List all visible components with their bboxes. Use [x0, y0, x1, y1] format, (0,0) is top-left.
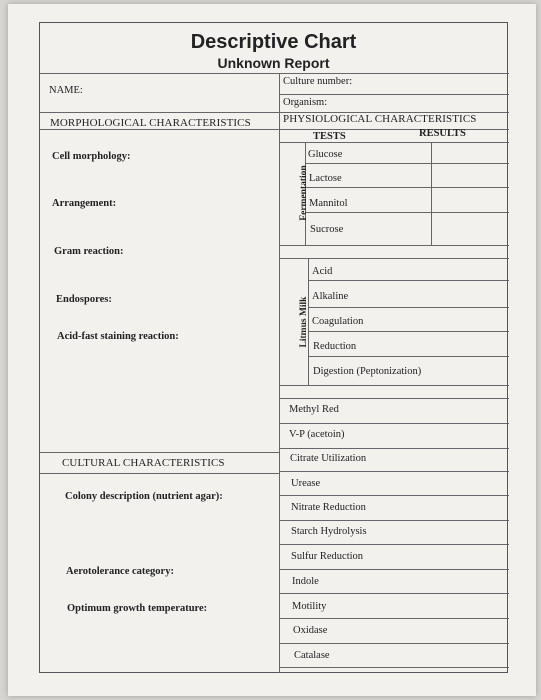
cultural-bottom-line — [40, 473, 279, 474]
aerotolerance-label: Aerotolerance category: — [66, 566, 174, 577]
colony-description-label: Colony description (nutrient agar): — [65, 491, 223, 502]
cultural-heading: CULTURAL CHARACTERISTICS — [62, 457, 225, 469]
test-glucose: Glucose — [308, 149, 343, 160]
test-digestion: Digestion (Peptonization) — [313, 366, 422, 377]
test-coagulation: Coagulation — [312, 316, 364, 327]
page-title: Descriptive Chart — [190, 31, 357, 53]
group-divider — [279, 398, 509, 399]
test-citrate: Citrate Utilization — [290, 453, 367, 464]
group-divider — [279, 385, 509, 386]
cultural-top-line — [40, 452, 279, 453]
test-reduction: Reduction — [313, 341, 357, 352]
test-acid: Acid — [312, 266, 333, 277]
row-divider — [308, 280, 509, 281]
test-urease: Urease — [291, 478, 321, 489]
row-divider — [279, 471, 509, 472]
test-starch: Starch Hydrolysis — [291, 526, 367, 537]
cell-morphology-label: Cell morphology: — [52, 151, 131, 162]
row-divider — [279, 667, 509, 668]
tests-header-divider — [279, 142, 509, 143]
test-sulfur: Sulfur Reduction — [291, 551, 364, 562]
endospores-label: Endospores: — [56, 294, 112, 305]
row-divider — [279, 448, 509, 449]
tests-header: TESTS — [313, 131, 346, 142]
row-divider — [308, 331, 509, 332]
name-label: NAME: — [49, 85, 83, 96]
acid-fast-label: Acid-fast staining reaction: — [57, 331, 179, 342]
culture-divider — [279, 94, 509, 95]
test-indole: Indole — [292, 576, 319, 587]
test-methyl-red: Methyl Red — [289, 404, 339, 415]
row-divider — [305, 212, 509, 213]
test-lactose: Lactose — [309, 173, 342, 184]
row-divider — [308, 356, 509, 357]
morphological-heading: MORPHOLOGICAL CHARACTERISTICS — [50, 117, 251, 129]
row-divider — [279, 569, 509, 570]
test-nitrate: Nitrate Reduction — [291, 502, 366, 513]
row-divider — [279, 423, 509, 424]
row-divider — [279, 618, 509, 619]
row-divider — [279, 520, 509, 521]
test-alkaline: Alkaline — [312, 291, 349, 302]
arrangement-label: Arrangement: — [52, 198, 117, 209]
optimum-temperature-label: Optimum growth temperature: — [67, 603, 208, 614]
descriptive-chart-form — [39, 22, 508, 673]
test-mannitol: Mannitol — [309, 198, 348, 209]
row-divider — [279, 495, 509, 496]
row-divider — [305, 187, 509, 188]
organism-label: Organism: — [283, 97, 328, 108]
center-divider — [279, 73, 280, 673]
gram-reaction-label: Gram reaction: — [54, 246, 124, 257]
page-subtitle: Unknown Report — [217, 55, 330, 71]
row-divider — [279, 643, 509, 644]
row-divider — [279, 593, 509, 594]
row-divider — [308, 307, 509, 308]
fermentation-side-label: Fermentation — [299, 165, 309, 221]
test-motility: Motility — [292, 601, 327, 612]
test-catalase: Catalase — [294, 650, 330, 661]
paper-sheet — [8, 4, 536, 696]
row-divider — [279, 544, 509, 545]
row-divider — [305, 163, 509, 164]
physiological-heading: PHYSIOLOGICAL CHARACTERISTICS — [283, 113, 477, 125]
culture-number-label: Culture number: — [283, 76, 353, 87]
test-oxidase: Oxidase — [293, 625, 328, 636]
results-header: RESULTS — [419, 128, 466, 139]
litmus-milk-side-label: Litmus Milk — [299, 296, 309, 348]
fermentation-results-divider — [431, 142, 432, 245]
test-vp: V-P (acetoin) — [289, 429, 345, 440]
group-divider — [279, 258, 509, 259]
group-divider — [279, 245, 509, 246]
title-divider — [40, 73, 509, 74]
test-sucrose: Sucrose — [310, 224, 344, 235]
